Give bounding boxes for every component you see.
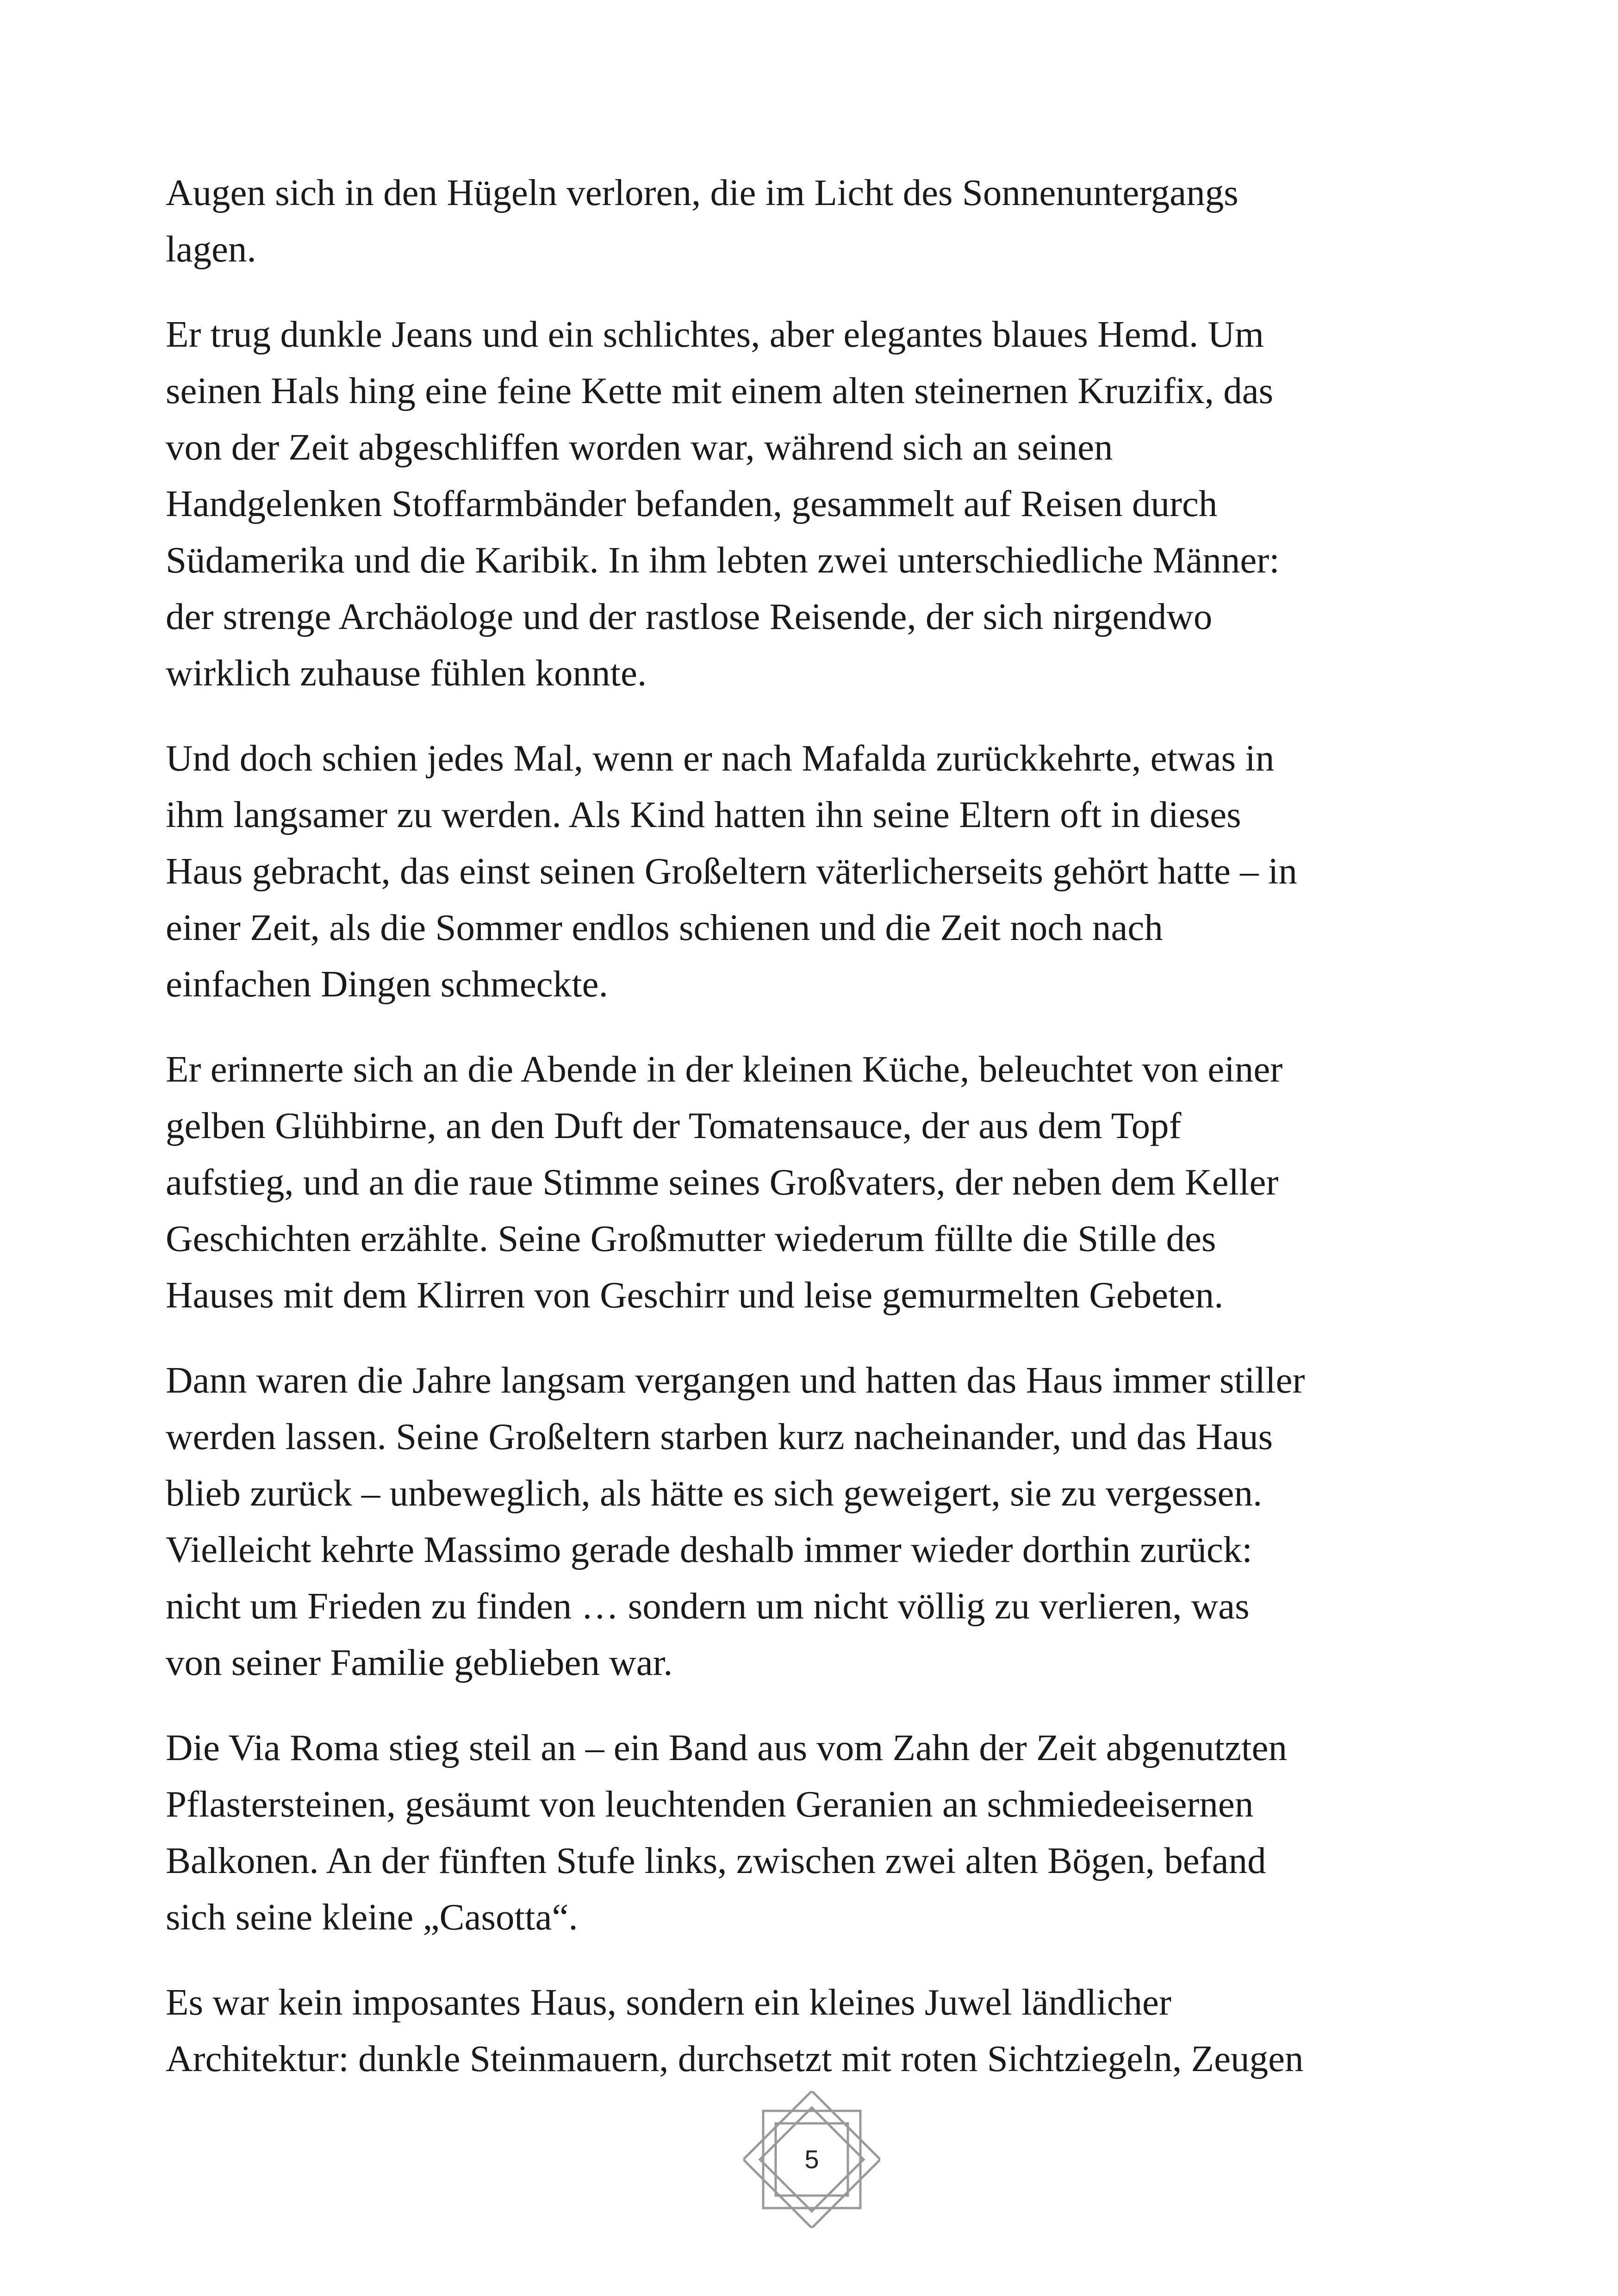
- paragraph: [166, 730, 1457, 1012]
- text-line: Südamerika und die Karibik. In ihm lebten zwei unterschiedliche Männer:: [166, 539, 1280, 581]
- text-line: Es war kein imposantes Haus, sondern ein kleines Juwel ländlicher: [166, 1981, 1171, 2023]
- text-line: von seiner Familie geblieben war.: [166, 1642, 673, 1683]
- paragraph: [166, 1352, 1457, 1691]
- text-line: der strenge Archäologe und der rastlose Reisende, der sich nirgendwo: [166, 596, 1213, 637]
- paragraph: [166, 1041, 1457, 1323]
- text-line: Balkonen. An der fünften Stufe links, zwischen zwei alten Bögen, befand: [166, 1840, 1266, 1881]
- text-line: blieb zurück – unbeweglich, als hätte es sich geweigert, sie zu vergessen.: [166, 1472, 1263, 1514]
- text-line: einer Zeit, als die Sommer endlos schienen und die Zeit noch nach: [166, 907, 1163, 948]
- text-line: sich seine kleine „Casotta“.: [166, 1896, 578, 1938]
- text-line: Haus gebracht, das einst seinen Großeltern väterlicherseits gehört hatte – in: [166, 850, 1297, 892]
- text-line: gelben Glühbirne, an den Duft der Tomatensauce, der aus dem Topf: [166, 1105, 1182, 1146]
- text-line: werden lassen. Seine Großeltern starben kurz nacheinander, und das Haus: [166, 1416, 1273, 1457]
- text-line: Die Via Roma stieg steil an – ein Band aus vom Zahn der Zeit abgenutzten: [166, 1727, 1287, 1768]
- text-line: ihm langsamer zu werden. Als Kind hatten ihn seine Eltern oft in dieses: [166, 794, 1241, 835]
- text-line: Vielleicht kehrte Massimo gerade deshalb immer wieder dorthin zurück:: [166, 1529, 1252, 1570]
- text-line: nicht um Frieden zu finden … sondern um nicht völlig zu verlieren, was: [166, 1585, 1250, 1627]
- text-line: Hauses mit dem Klirren von Geschirr und leise gemurmelten Gebeten.: [166, 1274, 1224, 1316]
- text-line: wirklich zuhause fühlen konnte.: [166, 652, 647, 694]
- text-line: seinen Hals hing eine feine Kette mit einem alten steinernen Kruzifix, das: [166, 370, 1274, 411]
- page-number: 5: [804, 2145, 819, 2174]
- text-line: Geschichten erzählte. Seine Großmutter wiederum füllte die Stille des: [166, 1218, 1216, 1259]
- paragraph: [166, 1974, 1457, 2087]
- text-line: Augen sich in den Hügeln verloren, die im Licht des Sonnenuntergangs: [166, 172, 1238, 213]
- text-line: Er erinnerte sich an die Abende in der kleinen Küche, beleuchtet von einer: [166, 1048, 1283, 1090]
- text-line: Pflastersteinen, gesäumt von leuchtenden Geranien an schmiedeeisernen: [166, 1783, 1254, 1825]
- body-text: [166, 164, 1457, 2116]
- text-line: Architektur: dunkle Steinmauern, durchsetzt mit roten Sichtziegeln, Zeugen: [166, 2038, 1304, 2079]
- text-line: Dann waren die Jahre langsam vergangen und hatten das Haus immer stiller: [166, 1359, 1305, 1401]
- text-line: Und doch schien jedes Mal, wenn er nach Mafalda zurückkehrte, etwas in: [166, 737, 1275, 779]
- text-line: lagen.: [166, 228, 256, 270]
- text-line: Handgelenken Stoffarmbänder befanden, gesammelt auf Reisen durch: [166, 483, 1218, 524]
- text-line: von der Zeit abgeschliffen worden war, während sich an seinen: [166, 426, 1113, 468]
- paragraph: [166, 306, 1457, 701]
- text-line: einfachen Dingen schmeckte.: [166, 963, 608, 1005]
- paragraph: [166, 164, 1457, 277]
- paragraph: [166, 1719, 1457, 1945]
- text-line: aufstieg, und an die raue Stimme seines Großvaters, der neben dem Keller: [166, 1161, 1279, 1203]
- text-line: Er trug dunkle Jeans und ein schlichtes, aber elegantes blaues Hemd. Um: [166, 313, 1264, 355]
